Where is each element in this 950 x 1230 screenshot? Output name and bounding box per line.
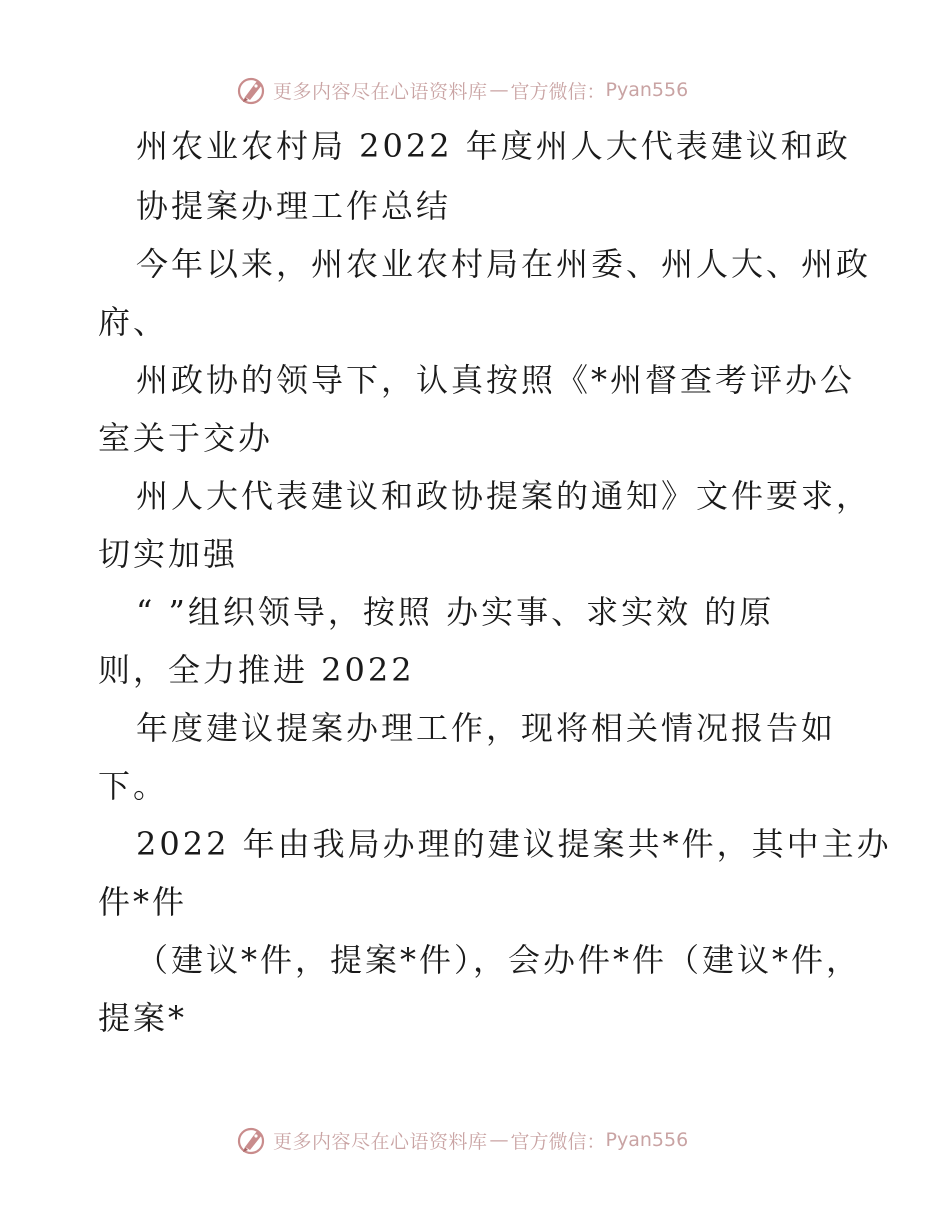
- paragraph-line: 则，全力推进 2022: [98, 651, 415, 689]
- paragraph-line: 州政协的领导下，认真按照《*州督查考评办公: [136, 361, 856, 399]
- title-line-2: 协提案办理工作总结: [136, 187, 452, 225]
- watermark-text: 更多内容尽在心语资料库: [273, 80, 488, 103]
- watermark-text: 更多内容尽在心语资料库: [273, 1130, 488, 1153]
- paragraph-line: 州人大代表建议和政协提案的通知》文件要求，: [136, 477, 872, 515]
- paragraph-line: 府、: [98, 303, 169, 341]
- paragraph-line: “ ”组织领导，按照 办实事、求实效 的原: [136, 593, 775, 631]
- paragraph-line: 2022 年由我局办理的建议提案共*件，其中主办: [136, 825, 892, 863]
- paragraph-line: 切实加强: [98, 535, 239, 573]
- watermark-wechat-id: Pyan556: [605, 79, 689, 101]
- paragraph-line: 下。: [98, 767, 169, 805]
- paragraph-line: 提案*: [98, 999, 188, 1037]
- watermark-footer: [235, 1122, 688, 1158]
- watermark-wechat-id: Pyan556: [605, 1129, 689, 1151]
- paragraph-line: （建议*件，提案*件），会办件*件（建议*件，: [136, 941, 862, 979]
- watermark-dash: —: [489, 1129, 509, 1151]
- paragraph-line: 今年以来，州农业农村局在州委、州人大、州政: [136, 245, 872, 283]
- watermark-header: [235, 72, 688, 108]
- watermark-dash: —: [489, 79, 509, 101]
- pen-nib-logo-icon: [235, 1123, 269, 1157]
- title-line-1: 州农业农村局 2022 年度州人大代表建议和政: [136, 127, 851, 165]
- pen-nib-logo-icon: [235, 73, 269, 107]
- paragraph-line: 件*件: [98, 883, 188, 921]
- paragraph-line: 室关于交办: [98, 419, 274, 457]
- paragraph-line: 年度建议提案办理工作，现将相关情况报告如: [136, 709, 837, 747]
- watermark-wechat-label: 官方微信：: [510, 1130, 606, 1153]
- watermark-wechat-label: 官方微信：: [510, 80, 606, 103]
